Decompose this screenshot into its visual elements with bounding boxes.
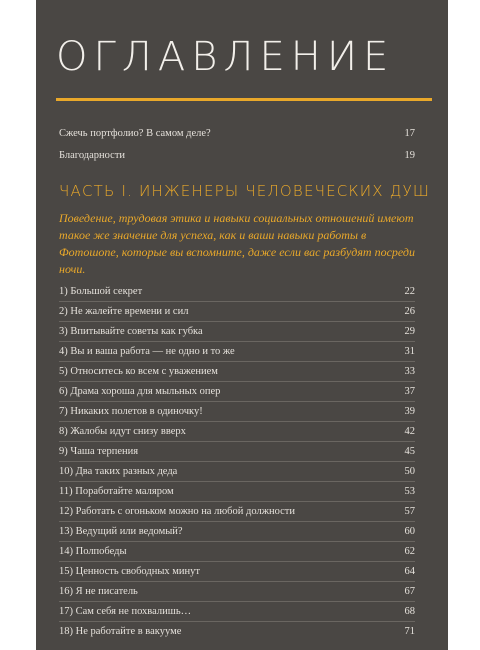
- chapter-page: 62: [404, 546, 415, 557]
- chapter-title: 16) Я не писатель: [59, 586, 138, 597]
- chapter-title: 10) Два таких разных деда: [59, 466, 178, 477]
- toc-entry[interactable]: [59, 128, 415, 140]
- chapter-page: 68: [404, 606, 415, 617]
- chapter-title: 18) Не работайте в вакууме: [59, 626, 182, 637]
- chapter-title: 14) Полпобеды: [59, 546, 127, 557]
- page-title: ОГЛАВЛЕНИЕ: [56, 34, 395, 80]
- chapter-page: 60: [404, 526, 415, 537]
- chapter-title: 8) Жалобы идут снизу вверх: [59, 426, 186, 437]
- chapter-title: 2) Не жалейте времени и сил: [59, 306, 189, 317]
- chapter-page: 64: [404, 566, 415, 577]
- toc-entry-title: Благодарности: [59, 150, 126, 161]
- chapter-entry[interactable]: [59, 321, 415, 341]
- chapter-entry[interactable]: [59, 621, 415, 641]
- chapter-page: 31: [404, 346, 415, 357]
- chapter-entry[interactable]: [59, 541, 415, 561]
- chapter-page: 53: [404, 486, 415, 497]
- chapter-title: 6) Драма хороша для мыльных опер: [59, 386, 221, 397]
- chapter-entry[interactable]: [59, 581, 415, 601]
- chapter-entry[interactable]: [59, 381, 415, 401]
- chapter-entry[interactable]: [59, 301, 415, 321]
- chapter-page: 67: [404, 586, 415, 597]
- chapter-title: 4) Вы и ваша работа — не одно и то же: [59, 346, 235, 357]
- chapter-page: 42: [404, 426, 415, 437]
- toc-entry-page: 17: [404, 128, 415, 139]
- chapter-page: 26: [404, 306, 415, 317]
- chapter-entry[interactable]: [59, 481, 415, 501]
- chapter-page: 33: [404, 366, 415, 377]
- chapter-page: 45: [404, 446, 415, 457]
- chapter-entry[interactable]: [59, 441, 415, 461]
- toc-entry-title: Сжечь портфолио? В самом деле?: [59, 128, 211, 139]
- chapter-title: 15) Ценность свободных минут: [59, 566, 200, 577]
- part-heading: ЧАСТЬ I. ИНЖЕНЕРЫ ЧЕЛОВЕЧЕСКИХ ДУШ: [59, 182, 431, 200]
- chapter-entry[interactable]: [59, 601, 415, 621]
- chapter-title: 1) Большой секрет: [59, 286, 143, 297]
- chapter-entry[interactable]: [59, 282, 415, 301]
- chapter-entry[interactable]: [59, 461, 415, 481]
- title-underline: [56, 98, 432, 101]
- chapter-title: 9) Чаша терпения: [59, 446, 139, 457]
- chapter-entry[interactable]: [59, 341, 415, 361]
- chapter-page: 22: [404, 286, 415, 297]
- chapter-page: 29: [404, 326, 415, 337]
- chapter-entry[interactable]: [59, 561, 415, 581]
- chapter-title: 12) Работать с огоньком можно на любой должности: [59, 506, 295, 517]
- chapter-entry[interactable]: [59, 361, 415, 381]
- chapter-entry[interactable]: [59, 501, 415, 521]
- chapter-page: 71: [404, 626, 415, 637]
- chapter-title: 11) Поработайте маляром: [59, 486, 174, 497]
- chapter-page: 57: [404, 506, 415, 517]
- toc-entry[interactable]: [59, 150, 415, 162]
- chapter-title: 3) Впитывайте советы как губка: [59, 326, 203, 337]
- chapter-title: 7) Никаких полетов в одиночку!: [59, 406, 203, 417]
- intro-entries: [59, 128, 415, 172]
- chapter-list: [59, 282, 415, 641]
- chapter-page: 39: [404, 406, 415, 417]
- toc-entry-page: 19: [404, 150, 415, 161]
- chapter-entry[interactable]: [59, 421, 415, 441]
- chapter-title: 17) Сам себя не похвалишь…: [59, 606, 192, 617]
- chapter-title: 5) Относитесь ко всем с уважением: [59, 366, 218, 377]
- chapter-entry[interactable]: [59, 521, 415, 541]
- book-page: [36, 0, 448, 650]
- chapter-page: 50: [404, 466, 415, 477]
- chapter-page: 37: [404, 386, 415, 397]
- chapter-title: 13) Ведущий или ведомый?: [59, 526, 183, 537]
- chapter-entry[interactable]: [59, 401, 415, 421]
- part-description: Поведение, трудовая этика и навыки социальных отношений имеют такое же значение для успеха, как и ваши навыки работы в Фотошопе, которые вы вспомните, даже если вас разбудят посреди ночи.: [59, 211, 416, 276]
